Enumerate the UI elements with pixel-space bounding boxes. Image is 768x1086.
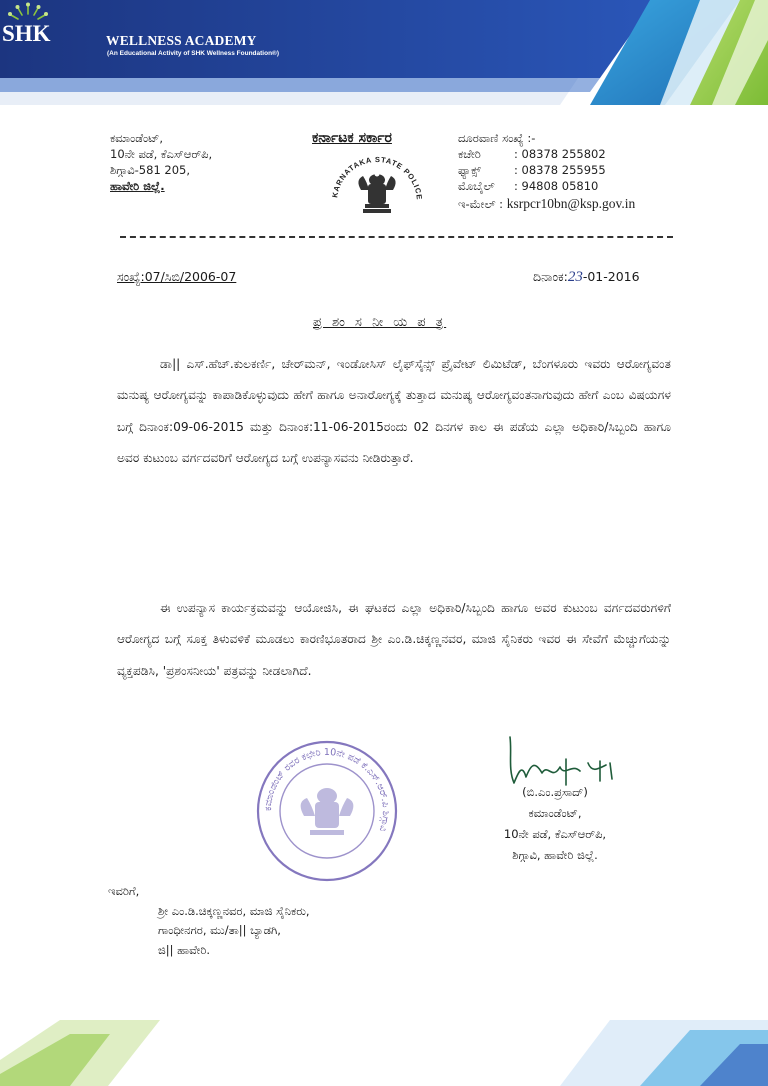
- email-link[interactable]: ksrpcr10bn@ksp.gov.in: [506, 196, 636, 211]
- office-seal: [252, 736, 402, 886]
- date-rest: -01-2016: [582, 269, 640, 284]
- svg-text:ಕಮಾಂಡೆಂಟ್ ರವರ ಕಛೇರಿ 10ನೇ ಪಡೆ ಕ: ಕಮಾಂಡೆಂಟ್ ರವರ ಕಛೇರಿ 10ನೇ ಪಡೆ ಕೆ.ಎಸ್.ಆರ್.ಪಿ ಶಿಗ್ಗಾವಿ: [262, 746, 392, 834]
- header-banner: [0, 0, 768, 105]
- svg-text:KARNATAKA STATE POLICE: KARNATAKA STATE POLICE: [330, 154, 425, 201]
- office-line: ಶಿಗ್ಗಾವಿ-581 205,: [110, 163, 191, 177]
- letter-date: [533, 269, 640, 286]
- footer-graphic: [0, 1020, 768, 1086]
- office-line: ಹಾವೇರಿ ಜಿಲ್ಲೆ.: [110, 179, 165, 193]
- signatory-name: (ಬಿ.ಎಂ.ಪ್ರಸಾದ್): [522, 785, 588, 799]
- contact-value: : 08378 255955: [514, 163, 606, 177]
- letter-subject: ಪ್ರ ಶಂ ಸ ನೀ ಯ ಪ ತ್ರ: [313, 315, 447, 330]
- date-day: 23: [567, 269, 583, 285]
- contact-block: [458, 130, 635, 212]
- recipient-block: [108, 882, 310, 960]
- signatory-title: ಕಮಾಂಡೆಂಟ್,: [528, 806, 582, 820]
- government-name: ಕರ್ನಾಟಕ ಸರ್ಕಾರ: [312, 130, 392, 146]
- email-label: ಇ-ಮೇಲ್ :: [458, 197, 504, 211]
- reference-number: ಸಂಖ್ಯೆ:07/ಸಿಬಿ/2006-07: [117, 269, 237, 284]
- svg-text:SHK: SHK: [2, 21, 51, 46]
- office-line: 10ನೇ ಪಡೆ, ಕೆಎಸ್‌ಆರ್‌ಪಿ,: [110, 147, 213, 161]
- signatory-unit: 10ನೇ ಪಡೆ, ಕೆಎಸ್‌ಆರ್‌ಪಿ,: [503, 827, 607, 841]
- shk-logo: [0, 0, 60, 48]
- brand-title: WELLNESS ACADEMY: [106, 33, 257, 48]
- signatory-place: ಶಿಗ್ಗಾವಿ, ಹಾವೇರಿ ಜಿಲ್ಲೆ.: [512, 848, 598, 862]
- contact-value: : 08378 255802: [514, 147, 606, 161]
- email-row: [458, 196, 635, 212]
- recipient-line: ಗಾಂಧೀನಗರ, ಮು/ತಾ|| ಬ್ಯಾಡಗಿ,: [158, 923, 281, 937]
- contact-row: [458, 178, 635, 194]
- footer-decoration: [0, 1020, 768, 1086]
- contact-label: ಕಚೇರಿ: [458, 147, 481, 161]
- police-emblem: [323, 150, 431, 220]
- phone-heading: ದೂರವಾಣಿ ಸಂಖ್ಯೆ :-: [458, 131, 536, 145]
- recipient-line: ಜಿ|| ಹಾವೇರಿ.: [158, 942, 211, 957]
- contact-label: ಫ್ಯಾಕ್ಸ್: [458, 163, 482, 177]
- contact-row: [458, 146, 635, 162]
- header-divider: [120, 236, 673, 238]
- contact-value: : 94808 05810: [514, 179, 599, 193]
- contact-label: ಮೊಬೈಲ್: [458, 179, 495, 193]
- signatory-block: [470, 782, 640, 866]
- brand-subtitle: (An Educational Activity of SHK Wellness Foundation®): [107, 50, 279, 57]
- body-paragraph-1: ಡಾ|| ಎಸ್.ಹೆಚ್.ಕುಲಕರ್ಣಿ, ಚೇರ್‌ಮನ್, ಇಂಡೋಸಿಸ್ ಲೈಫ್‌ಸೈನ್ಸ್ ಪ್ರೈವೇಟ್ ಲಿಮಿಟೆಡ್, ಬೆಂಗಳೂರು ಇವರು ಆರೋಗ್ಯವಂತ ಮನುಷ್ಯ ಆರೋಗ್ಯವನ್ನು ಕಾಪಾಡಿಕೊಳ್ಳುವುದು ಹೇಗೆ ಹಾಗೂ ಅನಾರೋಗ್ಯಕ್ಕೆ ತುತ್ತಾದ ಮನುಷ್ಯ ಆರೋಗ್ಯವಂತನಾಗುವುದು ಹೇಗೆ ಎಂಬ ವಿಷಯಗಳ ಬಗ್ಗೆ ದಿನಾಂಕ:09-06-2015 ಮತ್ತು ದಿನಾಂಕ:11-06-2015ರಂದು 02 ದಿನಗಳ ಕಾಲ ಈ ಪಡೆಯ ಎಲ್ಲಾ ಅಧಿಕಾರಿ/ಸಿಬ್ಬಂದಿ ಹಾಗೂ ಅವರ ಕುಟುಂಬ ವರ್ಗದವರಿಗೆ ಆರೋಗ್ಯದ ಬಗ್ಗೆ ಉಪನ್ಯಾಸವನು ನೀಡಿರುತ್ತಾರೆ.: [117, 357, 671, 465]
- date-label: ದಿನಾಂಕ:: [533, 269, 568, 284]
- contact-row: [458, 162, 635, 178]
- office-line: ಕಮಾಂಡೆಂಟ್,: [110, 131, 164, 145]
- recipient-line: ಶ್ರೀ ಎಂ.ಡಿ.ಚಿಕ್ಕಣ್ಣನವರ, ಮಾಜಿ ಸೈನಿಕರು,: [158, 903, 310, 918]
- office-address: [110, 130, 212, 194]
- body-paragraph-2: ಈ ಉಪನ್ಯಾಸ ಕಾರ್ಯಕ್ರಮವನ್ನು ಆಯೋಜಿಸಿ, ಈ ಘಟಕದ ಎಲ್ಲಾ ಅಧಿಕಾರಿ/ಸಿಬ್ಬಂದಿ ಹಾಗೂ ಅವರ ಕುಟುಂಬ ವರ್ಗದವರುಗಳಿಗೆ ಆರೋಗ್ಯದ ಬಗ್ಗೆ ಸೂಕ್ತ ತಿಳುವಳಿಕೆ ಮೂಡಲು ಕಾರಣಿಭೂತರಾದ ಶ್ರೀ ಎಂ.ಡಿ.ಚಿಕ್ಕಣ್ಣನವರ, ಮಾಜಿ ಸೈನಿಕರು ಇವರ ಈ ಸೇವೆಗೆ ಮೆಚ್ಚುಗೆಯನ್ನು ವ್ಯಕ್ತಪಡಿಸಿ, 'ಪ್ರಶಂಸನೀಯ' ಪತ್ರವನ್ನು ನೀಡಲಾಗಿದೆ.: [117, 601, 671, 678]
- recipient-heading: ಇವರಿಗೆ,: [108, 884, 140, 898]
